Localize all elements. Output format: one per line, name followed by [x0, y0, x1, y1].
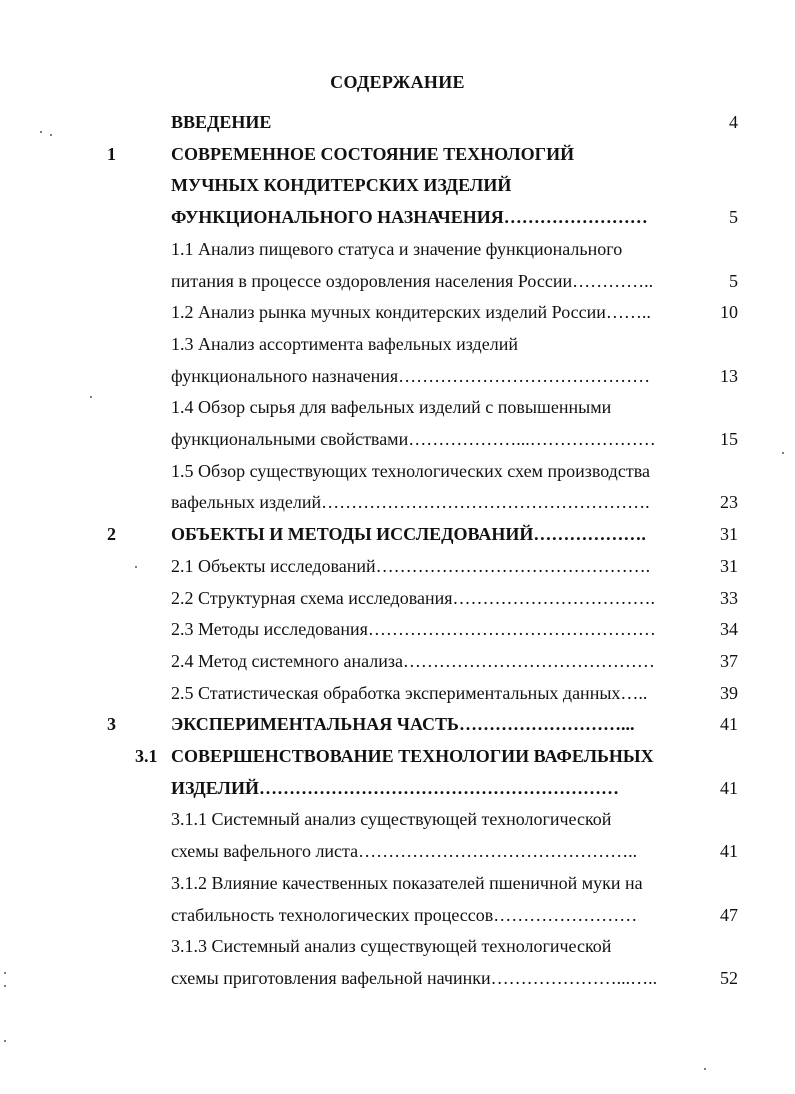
toc-entry — [0, 553, 795, 579]
toc-page-number: 23 — [720, 492, 738, 512]
scan-speck — [40, 131, 42, 133]
page-title: СОДЕРЖАНИЕ — [330, 72, 465, 92]
toc-page-number: 5 — [729, 271, 738, 291]
toc-entry — [0, 521, 795, 547]
toc-entry — [0, 806, 795, 832]
toc-page-number: 5 — [729, 207, 738, 227]
toc-entry — [0, 965, 795, 991]
toc-entry — [0, 141, 795, 167]
toc-entry-title: 1.1 Анализ пищевого статуса и значение функционального — [171, 239, 623, 259]
toc-section-number: 1 — [107, 144, 116, 164]
toc-page-number: 47 — [720, 905, 738, 925]
toc-entry — [0, 743, 795, 769]
toc-page-number: 31 — [720, 524, 738, 544]
toc-entry-title: схемы вафельного листа……………………………………….. — [171, 841, 638, 861]
toc-entry — [0, 616, 795, 642]
toc-entry-title: СОВЕРШЕНСТВОВАНИЕ ТЕХНОЛОГИИ ВАФЕЛЬНЫХ — [171, 746, 654, 766]
toc-entry-title: ВВЕДЕНИЕ — [171, 112, 272, 132]
toc-entry-title: 1.5 Обзор существующих технологических схем производства — [171, 461, 650, 481]
toc-entry — [0, 426, 795, 452]
scan-speck — [704, 1068, 706, 1070]
toc-page-number: 13 — [720, 366, 738, 386]
toc-page-number: 52 — [720, 968, 738, 988]
toc-entry — [0, 172, 795, 198]
toc-page-number: 37 — [720, 651, 738, 671]
toc-entry — [0, 648, 795, 674]
toc-entry — [0, 236, 795, 262]
toc-entry-title: 2.4 Метод системного анализа…………………………………… — [171, 651, 655, 671]
toc-entry — [0, 363, 795, 389]
toc-entry — [0, 585, 795, 611]
toc-page-number: 4 — [729, 112, 738, 132]
toc-page-number: 10 — [720, 302, 738, 322]
toc-entry — [0, 489, 795, 515]
toc-entry-title: МУЧНЫХ КОНДИТЕРСКИХ ИЗДЕЛИЙ — [171, 175, 512, 195]
toc-entry-title: вафельных изделий………………………………………………. — [171, 492, 650, 512]
toc-entry — [0, 204, 795, 230]
toc-entry-title: ИЗДЕЛИЙ…………………………………………………… — [171, 778, 619, 798]
toc-entry — [0, 331, 795, 357]
toc-page-number: 33 — [720, 588, 738, 608]
toc-entry-title: 1.3 Анализ ассортимента вафельных изделий — [171, 334, 518, 354]
toc-entry-title: ОБЪЕКТЫ И МЕТОДЫ ИССЛЕДОВАНИЙ………………. — [171, 524, 646, 544]
toc-entry-title: 2.1 Объекты исследований………………………………………. — [171, 556, 651, 576]
toc-entry-title: 2.2 Структурная схема исследования……………………………. — [171, 588, 656, 608]
toc-entry — [0, 109, 795, 135]
toc-entry — [0, 458, 795, 484]
toc-page-number: 15 — [720, 429, 738, 449]
toc-entry-title: 2.3 Методы исследования………………………………………… — [171, 619, 656, 639]
scan-speck — [135, 566, 137, 568]
toc-entry — [0, 711, 795, 737]
scan-speck — [4, 972, 6, 974]
toc-entry-title: схемы приготовления вафельной начинки…………………...….. — [171, 968, 658, 988]
toc-page-number: 34 — [720, 619, 738, 639]
toc-entry — [0, 870, 795, 896]
toc-entry-title: функционального назначения…………………………………… — [171, 366, 651, 386]
toc-entry-title: питания в процессе оздоровления населения России………….. — [171, 271, 654, 291]
toc-entry-title: 2.5 Статистическая обработка экспериментальных данных….. — [171, 683, 648, 703]
toc-entry — [0, 838, 795, 864]
toc-entry — [0, 902, 795, 928]
toc-section-number: 2 — [107, 524, 116, 544]
toc-page-number: 39 — [720, 683, 738, 703]
toc-entry — [0, 268, 795, 294]
toc-entry-title: 3.1.1 Системный анализ существующей технологической — [171, 809, 612, 829]
scan-speck — [4, 985, 6, 987]
toc-entry — [0, 299, 795, 325]
toc-entry — [0, 775, 795, 801]
toc-entry — [0, 394, 795, 420]
scan-speck — [50, 134, 52, 136]
toc-page-number: 41 — [720, 841, 738, 861]
toc-entry — [0, 933, 795, 959]
toc-entry-title: функциональными свойствами………………...………………… — [171, 429, 656, 449]
toc-entry-title: ФУНКЦИОНАЛЬНОГО НАЗНАЧЕНИЯ…………………… — [171, 207, 648, 227]
toc-entry-title: 1.2 Анализ рынка мучных кондитерских изделий России…….. — [171, 302, 651, 322]
toc-entry-title: стабильность технологических процессов…………………… — [171, 905, 638, 925]
toc-entry-title: 1.4 Обзор сырья для вафельных изделий с повышенными — [171, 397, 612, 417]
scan-speck — [90, 396, 92, 398]
toc-entry — [0, 680, 795, 706]
toc-entry-title: 3.1.3 Системный анализ существующей технологической — [171, 936, 612, 956]
toc-entry-title: СОВРЕМЕННОЕ СОСТОЯНИЕ ТЕХНОЛОГИЙ — [171, 144, 575, 164]
scan-speck — [782, 452, 784, 454]
toc-section-number: 3.1 — [135, 746, 158, 766]
toc-entry-title: ЭКСПЕРИМЕНТАЛЬНАЯ ЧАСТЬ………………………... — [171, 714, 635, 734]
toc-section-number: 3 — [107, 714, 116, 734]
scan-speck — [4, 1040, 6, 1042]
toc-page-number: 31 — [720, 556, 738, 576]
toc-entry-title: 3.1.2 Влияние качественных показателей пшеничной муки на — [171, 873, 643, 893]
toc-page-number: 41 — [720, 714, 738, 734]
toc-page-number: 41 — [720, 778, 738, 798]
